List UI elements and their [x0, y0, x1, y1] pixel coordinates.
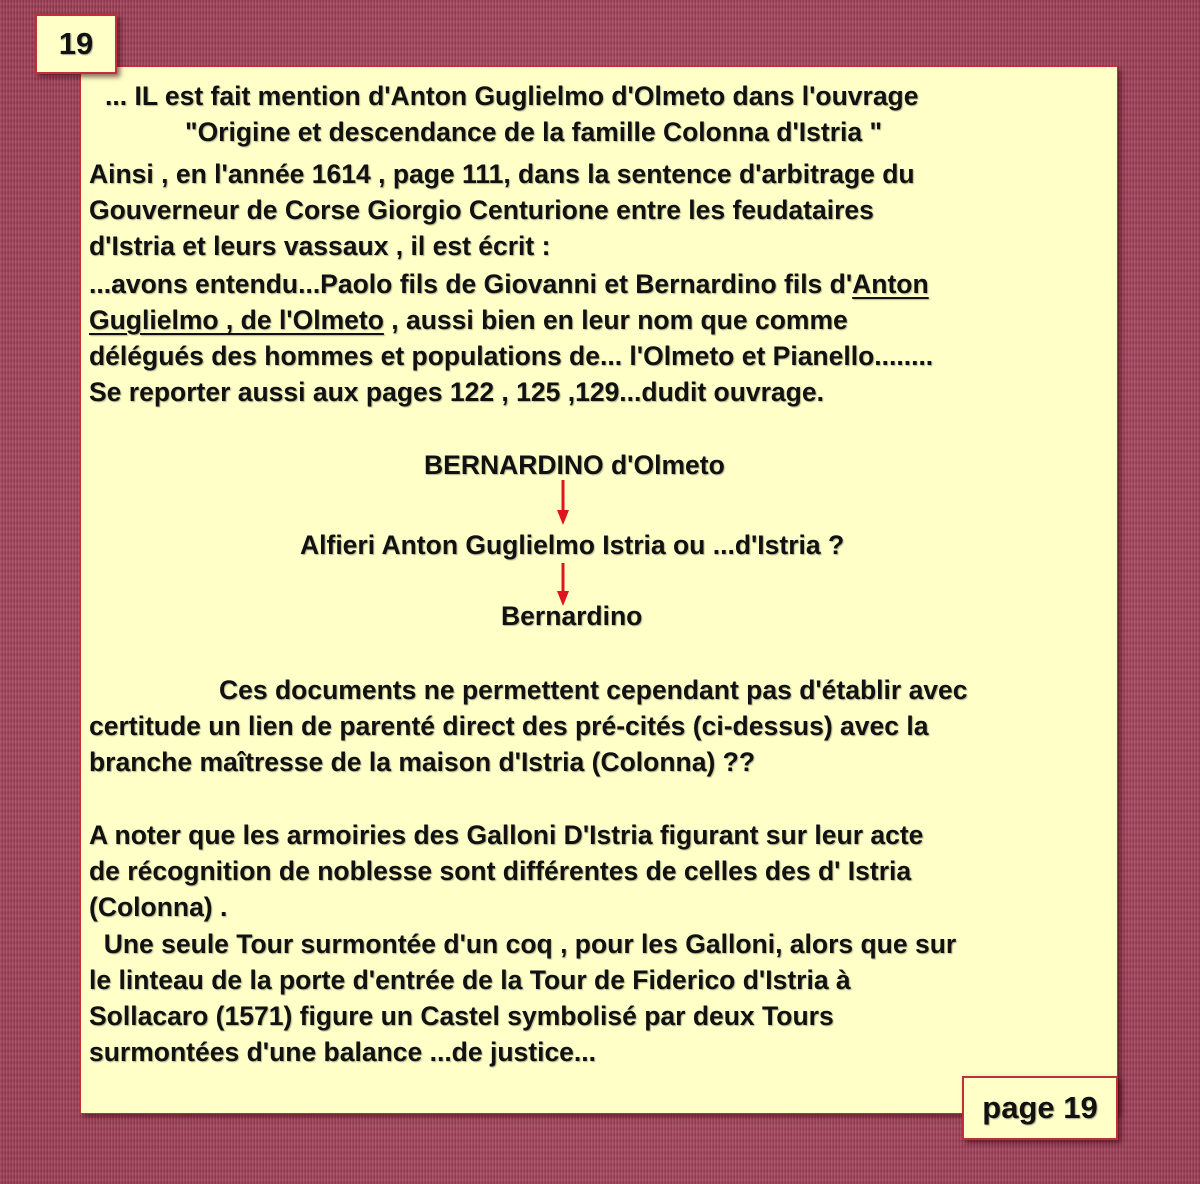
lineage-generation-3: Bernardino	[501, 601, 643, 631]
paragraph-1-line-1: Ainsi , en l'année 1614 , page 111, dans la sentence d'arbitrage du	[89, 159, 915, 189]
paragraph-3-line-3: (Colonna) .	[89, 892, 228, 922]
paragraph-1-line-5	[89, 302, 848, 338]
paragraph-3-line-4: Une seule Tour surmontée d'un coq , pour les Galloni, alors que sur	[89, 929, 957, 959]
paragraph-3-line-7: surmontées d'une balance ...de justice...	[89, 1037, 597, 1067]
underlined-name-part-2: Guglielmo , de l'Olmeto	[89, 305, 384, 335]
paragraph-2-line-1: Ces documents ne permettent cependant pas d'établir avec	[219, 675, 968, 705]
paragraph-3-line-2: de récognition de noblesse sont différentes de celles des d' Istria	[89, 856, 912, 886]
paragraph-2-line-3: branche maîtresse de la maison d'Istria (Colonna) ??	[89, 747, 756, 777]
paragraph-3-line-5: le linteau de la porte d'entrée de la Tour de Fiderico d'Istria à	[89, 965, 851, 995]
paragraph-1-line-3: d'Istria et leurs vassaux , il est écrit :	[89, 231, 551, 261]
lineage-arrow-1	[556, 480, 570, 526]
paragraph-3-line-1: A noter que les armoiries des Galloni D'Istria figurant sur leur acte	[89, 820, 924, 850]
paragraph-1-line-6: délégués des hommes et populations de... l'Olmeto et Pianello........	[89, 341, 934, 371]
lineage-generation-1: BERNARDINO d'Olmeto	[424, 450, 725, 480]
header-line-1: ... IL est fait mention d'Anton Guglielmo d'Olmeto dans l'ouvrage	[105, 81, 919, 111]
page-number-badge: 19	[35, 14, 117, 74]
header-line-2: "Origine et descendance de la famille Colonna d'Istria "	[185, 117, 883, 147]
paragraph-3-line-6: Sollacaro (1571) figure un Castel symbolisé par deux Tours	[89, 1001, 834, 1031]
quote-text-continued: , aussi bien en leur nom que comme	[383, 305, 848, 335]
paragraph-1-line-7: Se reporter aussi aux pages 122 , 125 ,129...dudit ouvrage.	[89, 377, 824, 407]
quote-text: ...avons entendu...Paolo fils de Giovanni et Bernardino fils d'	[89, 269, 853, 299]
paragraph-1-line-4	[89, 266, 929, 302]
lineage-generation-2: Alfieri Anton Guglielmo Istria ou ...d'Istria ?	[300, 530, 845, 560]
underlined-name-part-1: Anton	[852, 269, 929, 299]
paragraph-2-line-2: certitude un lien de parenté direct des pré-cités (ci-dessus) avec la	[89, 711, 929, 741]
page-label-badge: page 19	[962, 1076, 1118, 1140]
paragraph-1-line-2: Gouverneur de Corse Giorgio Centurione entre les feudataires	[89, 195, 874, 225]
